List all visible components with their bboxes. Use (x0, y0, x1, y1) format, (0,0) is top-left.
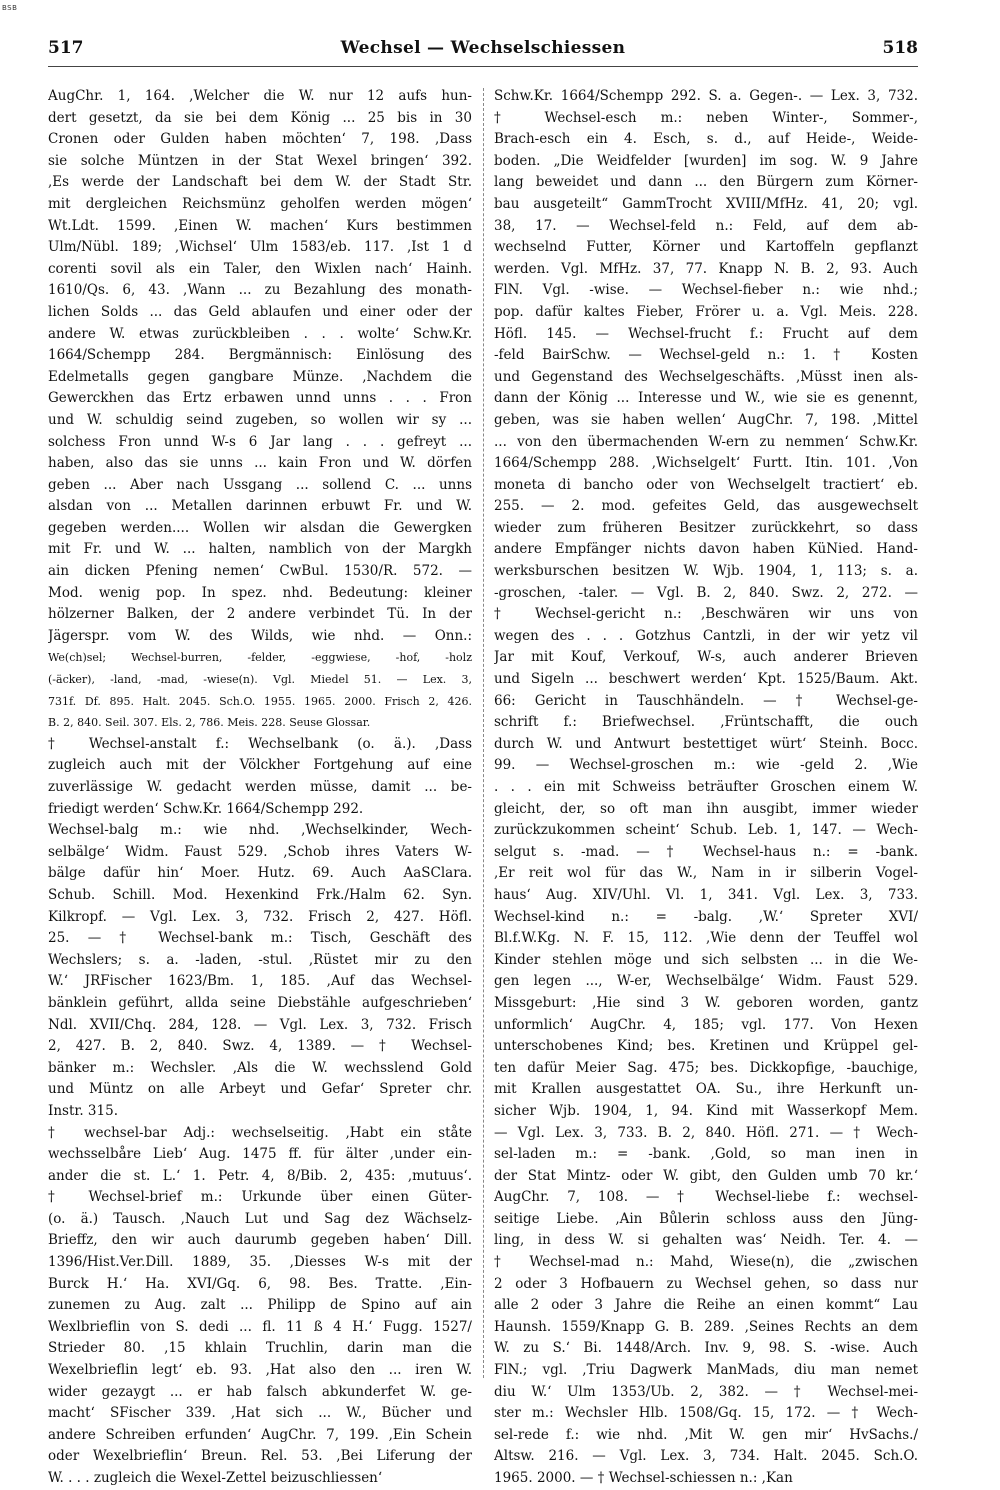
text-line: wegen des . . . Gotzhus Cantzli, in der wir yetz vil (494, 627, 918, 644)
text-line: oder Wexelbrieflin‘ Breun. Rel. 53. ,Bei Liferung der (48, 1448, 472, 1465)
text-line: -feld BairSchw. — Wechsel-geld n.: 1. † Kosten (494, 347, 918, 364)
text-line: Kinder stehlen möge und sich selbsten ... in die We- (494, 951, 918, 968)
text-line: bau ausgeteilt“ GammTrocht XVIII/MfHz. 41, 20; vgl. (494, 195, 918, 212)
text-line: gegeben werden.... Wollen wir alsdan die Gewergken (48, 519, 472, 536)
text-line: † Wechsel-brief m.: Urkunde über einen Güter- (48, 1189, 472, 1206)
text-line: Bl.f.W.Kg. N. F. 15, 112. ,Wie denn der Teuffel wol (494, 930, 918, 947)
text-line: † wechsel-bar Adj.: wechselseitig. ,Habt ein ståte (48, 1124, 472, 1141)
text-line: B. 2, 840. Seil. 307. Els. 2, 786. Meis. 228. Seuse Glossar. (48, 716, 371, 730)
text-line: und W. schuldig seind zugeben, so wollen wir sy ... (48, 411, 472, 428)
text-line: Gewerckhen das Ertz erbawen unnd unns . . . Fron (48, 390, 472, 407)
text-line: mit Fr. und W. ... halten, namblich von der Margkh (48, 541, 472, 558)
text-line: dann der König ... Interesse und W., wie sie es genennt, (494, 390, 918, 407)
library-stamp: BSB (2, 4, 18, 12)
text-line: W. zu S.‘ Bi. 1448/Arch. Inv. 9, 98. S. -wise. Auch (494, 1340, 918, 1357)
text-line: andere W. etwas zurückbleiben . . . wolte‘ Schw.Kr. (48, 325, 472, 342)
text-line: . . . ein mit Schweiss beträufter Groschen einem W. (494, 779, 918, 795)
text-line: sel-rede f.: wie nhd. ,Mit W. gen mir‘ HvSachs./ (494, 1426, 918, 1443)
running-title: Wechsel — Wechselschiessen (340, 38, 626, 58)
header-rule (48, 66, 918, 67)
text-line: — Vgl. Lex. 3, 733. B. 2, 840. Höfl. 271. — † Wech- (494, 1124, 918, 1141)
text-line: Cronen oder Gulden haben möchten‘ 7, 198. ,Dass (48, 131, 472, 148)
text-line: 38, 17. — Wechsel-feld n.: Feld, auf dem ab- (494, 217, 918, 234)
text-line: bänker m.: Wechsler. ,Als die W. wechsslend Gold (48, 1059, 472, 1076)
text-line: alle 2 oder 3 Jahre die Reihe an einen kommt“ Lau (494, 1297, 918, 1314)
right-column (494, 86, 918, 1490)
text-line: ,Es werde der Landschaft bei dem W. der Stadt Str. (48, 174, 472, 191)
text-line: (o. ä.) Tausch. ,Nauch Lut und Sag dez Wächselz- (48, 1210, 472, 1227)
text-line: ,Er reit wol für das W., Nam in ir silberin Vogel- (494, 865, 918, 882)
text-line: Wexlbrieflin von S. dedi ... fl. 11 ß 4 H.‘ Fugg. 1527/ (48, 1318, 472, 1335)
text-line: We(ch)sel; Wechsel-burren, -felder, -eggwiese, -hof, -holz (48, 651, 472, 665)
text-line: wider gezaygt ... er hab falsch abkunderfet W. ge- (48, 1383, 472, 1400)
text-line: diu W.‘ Ulm 1353/Ub. 2, 382. — † Wechsel-mei- (494, 1383, 918, 1400)
text-line: † Wechsel-esch m.: neben Winter-, Sommer-, (494, 109, 918, 126)
text-line: schrift f.: Briefwechsel. ,Früntschafft, die ouch (494, 714, 918, 731)
text-line: pop. dafür kaltes Fieber, Frörer u. a. Vgl. Meis. 228. (494, 303, 918, 320)
text-line: 731f. Df. 895. Halt. 2045. Sch.O. 1955. 1965. 2000. Frisch 2, 426. (48, 694, 472, 708)
page-number-left: 517 (48, 38, 84, 58)
text-line: mit dergleichen Reichsmünz geholfen werden mögen‘ (48, 195, 472, 212)
text-line: Wt.Ldt. 1599. ,Einen W. machen‘ Kurs bestimmen (48, 217, 472, 234)
text-line: ster m.: Wechsler Hlb. 1508/Gq. 15, 172. — † Wech- (494, 1405, 918, 1422)
text-line: 1396/Hist.Ver.Dill. 1889, 35. ,Diesses W-s mit der (48, 1254, 472, 1271)
text-line: zurückzukommen scheint‘ Schub. Leb. 1, 147. — Wech- (494, 822, 918, 839)
text-line: friedigt werden‘ Schw.Kr. 1664/Schempp 292. (48, 800, 364, 817)
text-line: 1664/Schempp 288. ,Wichselgelt‘ Furtt. Itin. 101. ,Von (494, 455, 918, 472)
left-column (48, 86, 472, 1490)
text-line: 66: Gericht in Tauschhändeln. — † Wechsel-ge- (494, 692, 918, 709)
text-line: mit Krallen ausgestattet OA. Su., ihre Herkunft un- (494, 1081, 918, 1098)
text-line: selgut s. -mad. — † Wechsel-haus n.: = -bank. (494, 843, 918, 860)
text-line: (-äcker), -land, -mad, -wiese(n). Vgl. Miedel 51. — Lex. 3, (48, 673, 472, 687)
text-line: † Wechsel-gericht n.: ,Beschwären wir uns von (494, 606, 918, 623)
text-line: dert gesetzt, da sie bei dem König ... 25 bis in 30 (48, 109, 472, 126)
text-line: Wexelbrieflin legt‘ eb. 93. ,Hat also den ... iren W. (48, 1362, 472, 1379)
text-line: Brach-esch ein 4. Esch, s. d., auf Heide-, Weide- (494, 131, 918, 148)
text-line: werden. Vgl. MfHz. 37, 77. Knapp N. B. 2, 93. Auch (494, 260, 918, 277)
text-line: zuverlässige W. gedacht werden müsse, damit ... be- (48, 779, 472, 795)
text-line: wechselnd Futter, Körner und Kartoffeln gepflanzt (494, 239, 918, 256)
text-line: AugChr. 7, 108. — † Wechsel-liebe f.: wechsel- (494, 1189, 918, 1206)
text-line: haben, also das sie unns ... kain Fron und W. dörfen (48, 455, 472, 472)
text-line: FlN. Vgl. -wise. — Wechsel-fieber n.: wie nhd.; (494, 282, 918, 299)
text-line: corenti sovil als ein Taler, den Wixlen nach‘ Hainh. (48, 260, 472, 277)
text-line: ander die st. L.‘ 1. Petr. 4, 8/Bib. 2, 435: ,mutuus‘. (48, 1167, 472, 1184)
text-line: andere Empfänger nichts davon haben KüNied. Hand- (494, 541, 918, 558)
text-line: durch W. und Antwurt bestettiget würt‘ Steinh. Bocc. (494, 735, 918, 752)
text-line: alsdan von ... Metallen darinnen erbuwt Fr. und W. (48, 498, 472, 515)
text-line: gleicht, der, so oft man ihn ausgibt, immer wieder (494, 800, 918, 817)
text-line: sie solche Müntzen in der Stat Wexel bringen‘ 392. (48, 152, 472, 169)
text-line: lang beweidet und dann ... den Bürgern zum Körner- (494, 174, 918, 191)
text-line: moneta di bancho oder von Wechselgelt tractiert‘ eb. (494, 476, 918, 493)
text-line: Höfl. 145. — Wechsel-frucht f.: Frucht auf dem (494, 325, 918, 342)
text-line: 2, 427. B. 2, 840. Swz. 4, 1389. — † Wechsel- (48, 1038, 472, 1055)
text-line: 2 oder 3 Hofbauern zu Wechsel gehen, so dass nur (494, 1275, 918, 1292)
text-line: Schw.Kr. 1664/Schempp 292. S. a. Gegen-. — Lex. 3, 732. (494, 88, 918, 104)
text-line: † Wechsel-anstalt f.: Wechselbank (o. ä.). ,Dass (48, 735, 472, 752)
text-line: Edelmetalls gegen gangbare Münze. ,Nachdem die (48, 368, 472, 385)
page-number-right: 518 (882, 38, 918, 58)
text-line: wieder zum früheren Besitzer zurückkehrt, so dass (494, 519, 918, 536)
text-line: † Wechsel-mad n.: Mahd, Wiese(n), die „zwischen (494, 1254, 918, 1271)
text-line: Haunsh. 1559/Knapp G. B. 289. ,Seines Rechts an dem (494, 1318, 918, 1335)
text-line: W. . . . zugleich die Wexel-Zettel beizuschliessen‘ (48, 1470, 383, 1486)
text-line: 1610/Qs. 6, 43. ,Wann ... zu Bezahlung des monath- (48, 282, 472, 299)
text-line: lichen Solds ... das Geld ablaufen und einer oder der (48, 303, 472, 320)
text-line: ... von den übermachenden W-ern zu nemmen‘ Schw.Kr. (494, 433, 918, 450)
text-line: andere Schreiben erfunden‘ AugChr. 7, 199. ,Ein Schein (48, 1426, 472, 1443)
text-line: FlN.; vgl. ,Triu Dagwerk ManMads, diu man nemet (494, 1362, 918, 1379)
text-line: unterschobenes Kind; bes. Kretinen und Krüppel gel- (494, 1038, 918, 1055)
text-line: ten dafür Meier Sag. 475; bes. Dickkopfige, -bauchige, (494, 1059, 918, 1076)
text-line: W.‘ JRFischer 1623/Bm. 1, 185. ,Auf das Wechsel- (48, 973, 472, 990)
text-line: Wechsel-kind n.: = -balg. ,W.‘ Spreter XVI/ (494, 908, 918, 925)
text-line: Kilkropf. — Vgl. Lex. 3, 732. Frisch 2, 427. Höfl. (48, 908, 472, 925)
text-line: sel-laden m.: = -bank. ,Gold, so man inen in (494, 1146, 918, 1163)
text-line: und Müntz on alle Arbeyt und Gefar‘ Spreter chr. (48, 1081, 472, 1098)
text-line: bänklein geführt, allda seine Diebstähle aufgeschrieben‘ (48, 994, 472, 1011)
text-line: Wechslers; s. a. -laden, -stul. ,Rüstet mir zu den (48, 951, 472, 968)
text-line: Ulm/Nübl. 189; ,Wichsel‘ Ulm 1583/eb. 117. ,Ist 1 d (48, 239, 472, 256)
text-line: 255. — 2. mod. gefeites Geld, das ausgewechselt (494, 498, 918, 515)
text-line: 99. — Wechsel-groschen m.: wie -geld 2. ,Wie (494, 757, 918, 774)
column-divider (483, 88, 484, 1378)
text-line: werksburschen besitzen W. Wjb. 1904, 1, 113; s. a. (494, 563, 918, 580)
text-line: ling, in dess W. si gehalten was‘ Neidh. Ter. 4. — (494, 1232, 918, 1249)
text-line: und Gegenstand des Wechselgeschäfts. ,Müsst inen als- (494, 368, 918, 385)
text-line: sicher Wjb. 1904, 1, 94. Kind mit Wasserkopf Mem. (494, 1102, 918, 1119)
text-line: boden. „Die Weidfelder [wurden] im sog. W. 9 Jahre (494, 152, 918, 169)
text-line: der Stat Mintz- oder W. gibt, den Gulden umb 70 kr.‘ (494, 1167, 918, 1184)
text-line: zunemen zu Aug. zalt ... Philipp de Spino auf ain (48, 1297, 472, 1314)
text-line: Missgeburt: ,Hie sind 3 W. geboren worden, gantz (494, 994, 918, 1011)
text-line: 1965. 2000. — † Wechsel-schiessen n.: ,Kan (494, 1470, 793, 1486)
text-line: macht‘ SFischer 339. ,Hat sich ... W., Bücher und (48, 1405, 472, 1422)
text-line: wechsselbåre Lieb‘ Aug. 1475 ff. für älter ,under ein- (48, 1146, 472, 1163)
text-line: selbälge‘ Widm. Faust 529. ,Schob ihres Vaters W- (48, 843, 472, 860)
text-line: und Sigeln ... beschwert werden‘ Kpt. 1525/Baum. Akt. (494, 671, 918, 688)
text-line: Instr. 315. (48, 1102, 118, 1119)
text-line: Altsw. 216. — Vgl. Lex. 3, 734. Halt. 2045. Sch.O. (494, 1448, 918, 1465)
text-line: 1664/Schempp 284. Bergmännisch: Einlösung des (48, 347, 472, 364)
text-line: zugleich auch mit der Völckher Fortgehung auf eine (48, 757, 472, 774)
text-line: hölzerner Balken, der 2 andere verbindet Tü. In der (48, 606, 472, 623)
text-line: Jar mit Kouf, Verkouf, W-s, auch anderer Brieven (494, 649, 918, 666)
text-line: Schub. Schill. Mod. Hexenkind Frk./Halm 62. Syn. (48, 886, 472, 903)
text-line: Strieder 80. ,15 khlain Truchlin, darin man die (48, 1340, 472, 1357)
text-line: Brieffz, den wir auch daurumb gegeben haben‘ Dill. (48, 1232, 472, 1249)
text-line: Mod. wenig pop. In spez. nhd. Bedeutung: kleiner (48, 584, 472, 601)
text-line: geben ... Aber nach Ussgang ... sollend C. ... unns (48, 476, 472, 493)
text-line: seitige Liebe. ,Ain Bůlerin schloss auss den Jüng- (494, 1210, 918, 1227)
text-line: AugChr. 1, 164. ,Welcher die W. nur 12 aufs hun- (48, 88, 472, 104)
text-line: Ndl. XVII/Chq. 284, 128. — Vgl. Lex. 3, 732. Frisch (48, 1016, 472, 1033)
text-line: geben, was sie haben wellen‘ AugChr. 7, 198. ,Mittel (494, 411, 918, 428)
text-line: Wechsel-balg m.: wie nhd. ,Wechselkinder, Wech- (48, 822, 472, 839)
text-line: unformlich‘ AugChr. 4, 185; vgl. 177. Von Hexen (494, 1016, 918, 1033)
text-line: Jägerspr. vom W. des Wilds, wie nhd. — Onn.: (48, 627, 472, 644)
text-line: haus‘ Aug. XIV/Uhl. Vl. 1, 341. Vgl. Lex. 3, 733. (494, 886, 918, 903)
text-line: solchess Fron unnd W-s 6 Jar lang . . . gefreyt ... (48, 433, 472, 450)
text-line: ain dicken Pfening nemen‘ CwBul. 1530/R. 572. — (48, 563, 472, 580)
text-line: gen legen ..., W-er, Wechselbälge‘ Widm. Faust 529. (494, 973, 918, 990)
text-line: bälge dafür hin‘ Moer. Hutz. 69. Auch AaSClara. (48, 865, 472, 882)
text-line: Burck H.‘ Ha. XVI/Gq. 6, 98. Bes. Tratte. ,Ein- (48, 1275, 472, 1292)
text-line: 25. — † Wechsel-bank m.: Tisch, Geschäft des (48, 930, 472, 947)
text-line: -groschen, -taler. — Vgl. B. 2, 840. Swz. 2, 272. — (494, 584, 918, 601)
page-header (48, 38, 918, 62)
